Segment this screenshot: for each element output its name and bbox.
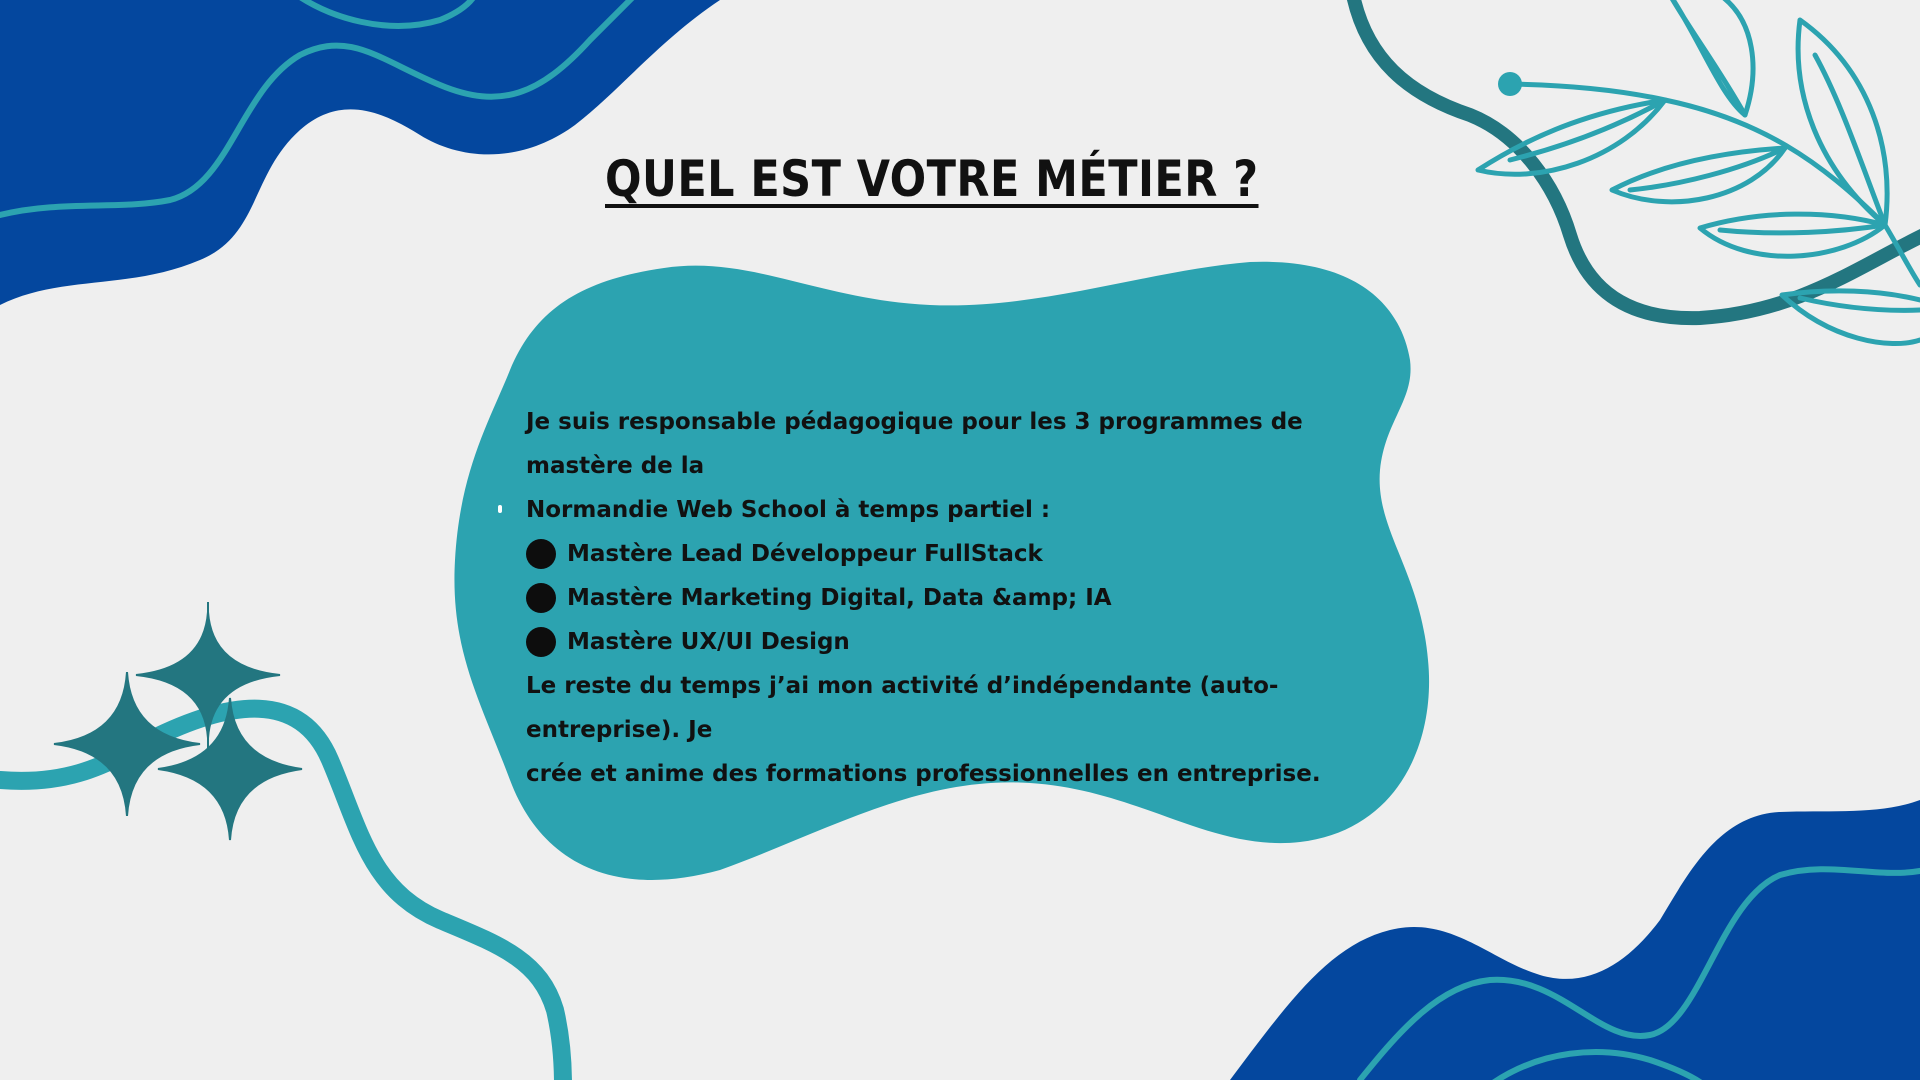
program-label: Mastère Marketing Digital, Data &amp; IA: [567, 585, 1112, 611]
sparkle-left: [54, 672, 200, 816]
list-item: [526, 620, 1406, 664]
outro-line-1: Le reste du temps j’ai mon activité d’indépendante (auto-entreprise). Je: [526, 673, 1279, 743]
program-label: Mastère Lead Développeur FullStack: [567, 541, 1043, 567]
bullet-dot-icon: [526, 539, 556, 569]
bullet-dot-icon: [526, 583, 556, 613]
slide-title: QUEL EST VOTRE MÉTIER ?: [605, 150, 1259, 208]
program-label: Mastère UX/UI Design: [567, 629, 850, 655]
intro-line-1: Je suis responsable pédagogique pour les 3 programmes de mastère de la: [526, 409, 1303, 479]
list-item: [526, 532, 1406, 576]
leaf-branch-icon: [1352, 0, 1920, 344]
bullet-dot-icon: [526, 627, 556, 657]
program-list: [526, 532, 1406, 664]
intro-line-2: Normandie Web School à temps partiel :: [526, 497, 1051, 523]
sparkle-large: [136, 602, 280, 748]
outro-line-2: crée et anime des formations professionnelles en entreprise.: [526, 761, 1321, 787]
stray-mark: [498, 505, 502, 513]
list-item: [526, 576, 1406, 620]
leaf-group: [1478, 0, 1920, 344]
bottom-right-wave: [1230, 800, 1920, 1080]
description-text: [526, 400, 1406, 796]
